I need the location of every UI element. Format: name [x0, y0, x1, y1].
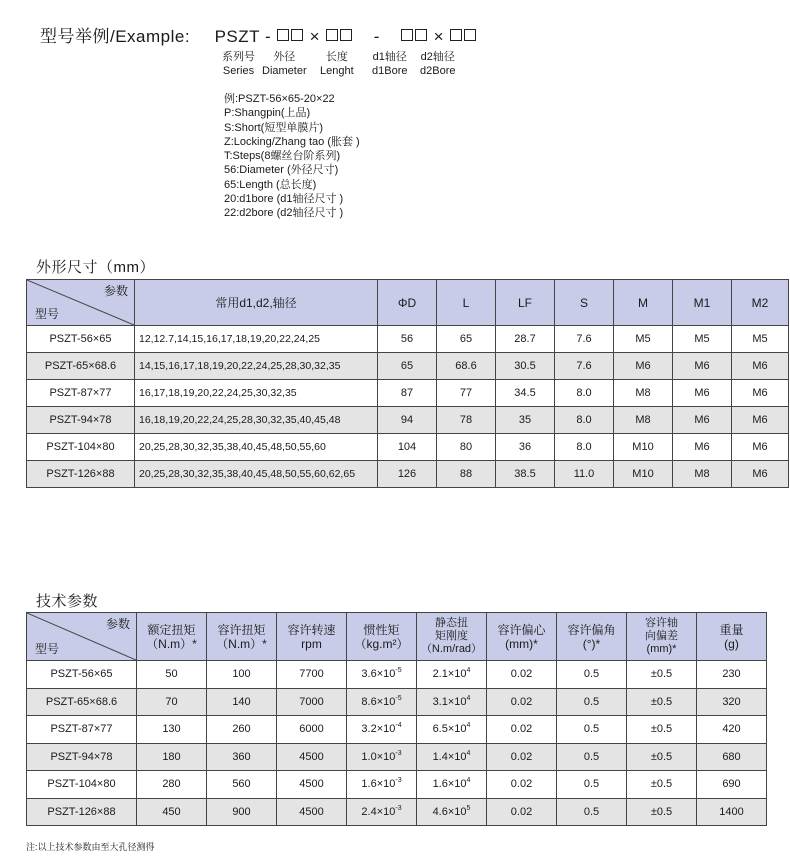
table-cell: 126 — [378, 461, 437, 488]
exponent: -5 — [395, 667, 402, 675]
header-line: (g) — [724, 636, 739, 651]
table-cell: M6 — [673, 407, 732, 434]
stiff-cell — [417, 798, 487, 826]
table-cell: 8.0 — [555, 380, 614, 407]
example-line: 65:Length (总长度) — [224, 178, 317, 191]
tech-corner-header — [27, 613, 137, 661]
table-cell: M5 — [673, 326, 732, 353]
table-row — [27, 798, 767, 826]
axial-cell: ±0.5 — [627, 716, 697, 744]
header-line: （kg.m²） — [354, 636, 409, 651]
inertia-cell — [347, 743, 417, 771]
legend-d2bore: d2轴径 d2Bore — [420, 51, 456, 77]
tech-header-cell — [557, 613, 627, 661]
header-line: (mm)* — [646, 643, 677, 655]
mantissa: 3.2×10 — [361, 723, 396, 736]
axial-cell: ±0.5 — [627, 798, 697, 826]
legend-diameter: 外径 Diameter — [262, 51, 307, 77]
table-row — [27, 461, 789, 488]
tech-title: 技术参数 — [36, 593, 99, 610]
table-row — [27, 353, 789, 380]
rated-cell: 450 — [137, 798, 207, 826]
table-cell: 28.7 — [496, 326, 555, 353]
model-cell: PSZT-94×78 — [27, 407, 135, 434]
dim-header-m1: M1 — [673, 280, 732, 326]
speed-cell: 7700 — [277, 661, 347, 689]
table-cell: 78 — [437, 407, 496, 434]
table-cell: 38.5 — [496, 461, 555, 488]
table-cell: M6 — [732, 380, 789, 407]
ecc-cell: 0.02 — [487, 716, 557, 744]
table-cell: 7.6 — [555, 353, 614, 380]
example-line: 22:d2bore (d2轴径尺寸 ) — [224, 207, 344, 220]
model-cell: PSZT-94×78 — [27, 743, 137, 771]
tech-header-cell — [137, 613, 207, 661]
inertia-cell — [347, 661, 417, 689]
exponent: -4 — [395, 722, 402, 730]
table-cell: M8 — [673, 461, 732, 488]
dim-header-lf: LF — [496, 280, 555, 326]
inertia-cell — [347, 688, 417, 716]
mantissa: 4.6×10 — [432, 805, 467, 818]
footnote: 注:以上技术参数由至大孔径测得 — [26, 842, 155, 852]
example-title — [40, 22, 477, 47]
model-cell: PSZT-104×80 — [27, 771, 137, 799]
tech-header-cell — [487, 613, 557, 661]
example-description — [224, 92, 360, 221]
tech-header-cell — [627, 613, 697, 661]
table-cell: 104 — [378, 434, 437, 461]
dash-2: - — [373, 27, 380, 46]
model-cell: PSZT-104×80 — [27, 434, 135, 461]
exponent: 4 — [466, 667, 471, 675]
table-cell: 94 — [378, 407, 437, 434]
weight-cell: 320 — [697, 688, 767, 716]
table-cell: 65 — [378, 353, 437, 380]
placeholder-box — [340, 29, 352, 41]
exponent: 4 — [466, 749, 471, 757]
corner-param-label: 参数 — [103, 284, 128, 298]
dimensions-table — [26, 279, 789, 488]
header-line: 容许偏心 — [497, 622, 546, 637]
table-row — [27, 326, 789, 353]
ecc-cell: 0.02 — [487, 798, 557, 826]
stiff-cell — [417, 661, 487, 689]
table-cell: M6 — [673, 353, 732, 380]
exponent: -3 — [395, 804, 402, 812]
weight-cell: 420 — [697, 716, 767, 744]
model-cell: PSZT-126×88 — [27, 461, 135, 488]
table-cell: 8.0 — [555, 434, 614, 461]
mantissa: 3.6×10 — [361, 668, 396, 681]
ang-cell: 0.5 — [557, 798, 627, 826]
ecc-cell: 0.02 — [487, 688, 557, 716]
model-cell: PSZT-87×77 — [27, 716, 137, 744]
table-cell: M5 — [614, 326, 673, 353]
allow-cell: 260 — [207, 716, 277, 744]
example-line: P:Shangpin(上品) — [224, 107, 311, 120]
bore-list-cell: 20,25,28,30,32,35,38,40,45,48,50,55,60,62,65 — [135, 461, 378, 488]
table-cell: 34.5 — [496, 380, 555, 407]
speed-cell: 4500 — [277, 798, 347, 826]
axial-cell: ±0.5 — [627, 688, 697, 716]
table-cell: M10 — [614, 461, 673, 488]
axial-cell: ±0.5 — [627, 743, 697, 771]
table-cell: 11.0 — [555, 461, 614, 488]
header-line: 向偏差 — [645, 630, 678, 642]
rated-cell: 130 — [137, 716, 207, 744]
ang-cell: 0.5 — [557, 661, 627, 689]
table-cell: M6 — [732, 407, 789, 434]
header-line: （N.m/rad） — [420, 643, 483, 655]
rated-cell: 50 — [137, 661, 207, 689]
dimensions-title: 外形尺寸（mm） — [36, 259, 155, 276]
ang-cell: 0.5 — [557, 716, 627, 744]
rated-cell: 70 — [137, 688, 207, 716]
mantissa: 8.6×10 — [361, 695, 396, 708]
corner-model-label: 型号 — [35, 307, 60, 321]
table-cell: 65 — [437, 326, 496, 353]
header-line: 重量 — [719, 622, 744, 637]
speed-cell: 7000 — [277, 688, 347, 716]
table-cell: M8 — [614, 407, 673, 434]
table-cell: M6 — [732, 353, 789, 380]
allow-cell: 360 — [207, 743, 277, 771]
stiff-cell — [417, 771, 487, 799]
table-cell: M8 — [614, 380, 673, 407]
table-cell: 36 — [496, 434, 555, 461]
tech-header-cell — [207, 613, 277, 661]
dim-header-l: L — [437, 280, 496, 326]
bore-list-cell: 16,17,18,19,20,22,24,25,30,32,35 — [135, 380, 378, 407]
table-row — [27, 661, 767, 689]
table-cell: M5 — [732, 326, 789, 353]
ang-cell: 0.5 — [557, 771, 627, 799]
allow-cell: 140 — [207, 688, 277, 716]
tech-header-cell — [277, 613, 347, 661]
table-cell: 87 — [378, 380, 437, 407]
weight-cell: 680 — [697, 743, 767, 771]
model-cell: PSZT-87×77 — [27, 380, 135, 407]
stiff-cell — [417, 716, 487, 744]
exponent: -3 — [395, 777, 402, 785]
table-cell: M6 — [732, 461, 789, 488]
example-line: 20:d1bore (d1轴径尺寸 ) — [224, 193, 344, 206]
table-row — [27, 771, 767, 799]
exponent: -3 — [395, 749, 402, 757]
weight-cell: 230 — [697, 661, 767, 689]
model-cell: PSZT-65×68.6 — [27, 353, 135, 380]
inertia-cell — [347, 798, 417, 826]
model-cell: PSZT-126×88 — [27, 798, 137, 826]
table-row — [27, 688, 767, 716]
times-2: × — [433, 27, 445, 46]
table-cell: M6 — [614, 353, 673, 380]
mantissa: 2.1×10 — [432, 668, 467, 681]
tech-table — [26, 612, 767, 826]
speed-cell: 4500 — [277, 771, 347, 799]
header-line: rpm — [301, 636, 322, 651]
dash-1: - — [264, 27, 272, 46]
mantissa: 2.4×10 — [361, 805, 396, 818]
legend-d1bore: d1轴径 d1Bore — [372, 51, 408, 77]
header-line: (°)* — [582, 636, 601, 651]
example-line: 56:Diameter (外径尺寸) — [224, 164, 339, 177]
exponent: 4 — [466, 694, 471, 702]
speed-cell: 4500 — [277, 743, 347, 771]
ecc-cell: 0.02 — [487, 743, 557, 771]
inertia-cell — [347, 716, 417, 744]
table-cell: M10 — [614, 434, 673, 461]
table-cell: 7.6 — [555, 326, 614, 353]
header-line: 容许扭矩 — [217, 622, 266, 637]
example-line: S:Short(短型单膜片) — [224, 121, 324, 134]
table-cell: M6 — [673, 380, 732, 407]
dim-header-s: S — [555, 280, 614, 326]
dim-corner-header — [27, 280, 135, 326]
exponent: 5 — [466, 804, 471, 812]
mantissa: 3.1×10 — [432, 695, 467, 708]
header-line: (mm)* — [505, 636, 538, 651]
table-cell: M6 — [673, 434, 732, 461]
ang-cell: 0.5 — [557, 688, 627, 716]
allow-cell: 560 — [207, 771, 277, 799]
tech-header-cell — [697, 613, 767, 661]
placeholder-box — [415, 29, 427, 41]
table-row — [27, 716, 767, 744]
mantissa: 1.0×10 — [361, 750, 396, 763]
header-line: 额定扭矩 — [147, 622, 196, 637]
bore-list-cell: 20,25,28,30,32,35,38,40,45,48,50,55,60 — [135, 434, 378, 461]
dim-header-od: ΦD — [378, 280, 437, 326]
axial-cell: ±0.5 — [627, 771, 697, 799]
header-line: 惯性矩 — [363, 622, 400, 637]
dim-header-m: M — [614, 280, 673, 326]
placeholder-box — [291, 29, 303, 41]
mantissa: 6.5×10 — [432, 723, 467, 736]
example-line: 例:PSZT-56×65-20×22 — [224, 93, 335, 105]
placeholder-box — [326, 29, 338, 41]
example-line: Z:Locking/Zhang tao (胀套 ) — [224, 135, 360, 148]
ecc-cell: 0.02 — [487, 661, 557, 689]
table-row — [27, 434, 789, 461]
header-line: 容许转速 — [287, 622, 336, 637]
table-cell: M6 — [732, 434, 789, 461]
table-cell: 8.0 — [555, 407, 614, 434]
placeholder-box — [401, 29, 413, 41]
example-code: PSZT — [214, 27, 260, 46]
ang-cell: 0.5 — [557, 743, 627, 771]
weight-cell: 1400 — [697, 798, 767, 826]
rated-cell: 180 — [137, 743, 207, 771]
model-cell: PSZT-56×65 — [27, 326, 135, 353]
tech-header-cell — [417, 613, 487, 661]
tech-header-cell — [347, 613, 417, 661]
exponent: 4 — [466, 777, 471, 785]
bore-list-cell: 16,18,19,20,22,24,25,28,30,32,35,40,45,48 — [135, 407, 378, 434]
header-line: （N.m）* — [146, 636, 197, 651]
table-row — [27, 743, 767, 771]
table-cell: 80 — [437, 434, 496, 461]
mantissa: 1.6×10 — [432, 778, 467, 791]
table-row — [27, 407, 789, 434]
stiff-cell — [417, 743, 487, 771]
corner-param-label: 参数 — [105, 617, 130, 631]
bore-list-cell: 12,12.7,14,15,16,17,18,19,20,22,24,25 — [135, 326, 378, 353]
weight-cell: 690 — [697, 771, 767, 799]
table-cell: 88 — [437, 461, 496, 488]
rated-cell: 280 — [137, 771, 207, 799]
header-line: 静态扭 — [435, 617, 468, 629]
stiff-cell — [417, 688, 487, 716]
allow-cell: 100 — [207, 661, 277, 689]
table-cell: 56 — [378, 326, 437, 353]
table-cell: 68.6 — [437, 353, 496, 380]
placeholder-box — [277, 29, 289, 41]
ecc-cell: 0.02 — [487, 771, 557, 799]
header-line: 容许轴 — [645, 617, 678, 629]
exponent: 4 — [466, 722, 471, 730]
times-1: × — [309, 27, 321, 46]
speed-cell: 6000 — [277, 716, 347, 744]
allow-cell: 900 — [207, 798, 277, 826]
exponent: -5 — [395, 694, 402, 702]
placeholder-box — [450, 29, 462, 41]
table-cell: 77 — [437, 380, 496, 407]
model-cell: PSZT-65×68.6 — [27, 688, 137, 716]
header-line: 矩刚度 — [435, 630, 468, 642]
placeholder-box — [464, 29, 476, 41]
table-row — [27, 380, 789, 407]
legend-length: 长度 Lenght — [320, 51, 354, 77]
example-line: T:Steps(8螺丝台阶系列) — [224, 150, 341, 163]
example-label: 型号举例/Example: — [40, 27, 191, 46]
model-cell: PSZT-56×65 — [27, 661, 137, 689]
header-line: （N.m）* — [216, 636, 267, 651]
axial-cell: ±0.5 — [627, 661, 697, 689]
dim-header-m2: M2 — [732, 280, 789, 326]
mantissa: 1.4×10 — [432, 750, 467, 763]
corner-model-label: 型号 — [35, 642, 60, 656]
inertia-cell — [347, 771, 417, 799]
dim-header-bores: 常用d1,d2,轴径 — [135, 280, 378, 326]
mantissa: 1.6×10 — [361, 778, 396, 791]
header-line: 容许偏角 — [567, 622, 616, 637]
legend-series: 系列号 Series — [222, 51, 255, 77]
table-cell: 35 — [496, 407, 555, 434]
table-cell: 30.5 — [496, 353, 555, 380]
bore-list-cell: 14,15,16,17,18,19,20,22,24,25,28,30,32,35 — [135, 353, 378, 380]
